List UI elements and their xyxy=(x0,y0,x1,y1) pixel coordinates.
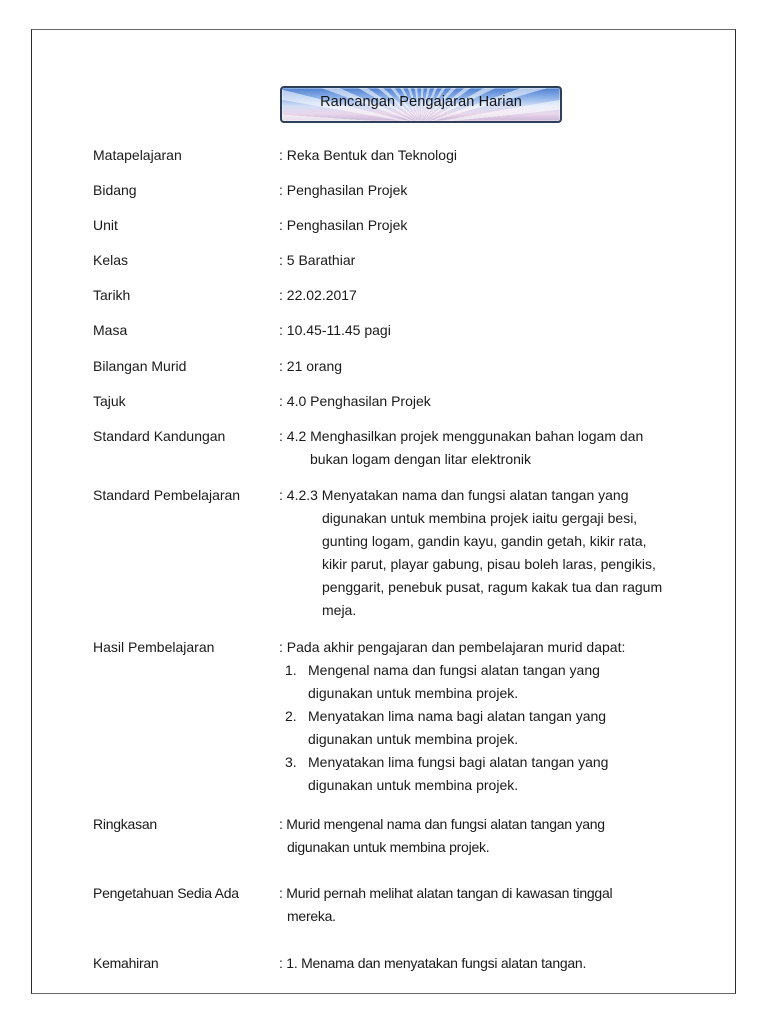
value-line: : 4.2.3 Menyatakan nama dan fungsi alatan tangan yang xyxy=(279,487,629,503)
field-value xyxy=(279,813,699,859)
field-label: Tajuk xyxy=(93,393,126,409)
field-value xyxy=(279,484,699,622)
field-label: Bilangan Murid xyxy=(93,358,187,374)
value-line: bukan logam dengan litar elektronik xyxy=(310,451,532,467)
field-value: : Penghasilan Projek xyxy=(279,217,408,233)
field-label: Unit xyxy=(93,217,118,233)
value-line: gunting logam, gandin kayu, gandin getah, kikir rata, xyxy=(322,533,647,549)
field-label: Masa xyxy=(93,322,128,338)
field-label: Matapelajaran xyxy=(93,147,182,163)
value-line: : Murid pernah melihat alatan tangan di kawasan tinggal xyxy=(279,885,613,901)
document-title-banner xyxy=(280,86,562,123)
field-value xyxy=(279,425,699,471)
field-value: : Reka Bentuk dan Teknologi xyxy=(279,147,457,163)
field-value: : 4.0 Penghasilan Projek xyxy=(279,393,431,409)
list-text: digunakan untuk membina projek. xyxy=(308,731,519,747)
value-line: meja. xyxy=(322,602,357,618)
list-text: digunakan untuk membina projek. xyxy=(308,685,519,701)
field-label: Standard Pembelajaran xyxy=(93,487,241,503)
list-number: 3. xyxy=(285,754,297,770)
value-line: digunakan untuk membina projek iaitu gergaji besi, xyxy=(322,510,638,526)
field-label: Tarikh xyxy=(93,287,131,303)
list-item xyxy=(279,705,699,751)
field-value: : 22.02.2017 xyxy=(279,287,357,303)
value-line: : Murid mengenal nama dan fungsi alatan tangan yang xyxy=(279,816,605,832)
value-line: kikir parut, playar gabung, pisau boleh laras, pengikis, xyxy=(322,556,656,572)
value-intro: : Pada akhir pengajaran dan pembelajaran murid dapat: xyxy=(279,639,626,655)
field-label: Kemahiran xyxy=(93,955,159,971)
value-line: mereka. xyxy=(287,908,336,924)
field-label: Bidang xyxy=(93,182,137,198)
field-value xyxy=(279,636,699,797)
field-value: : 10.45-11.45 pagi xyxy=(279,322,391,338)
list-text: Mengenal nama dan fungsi alatan tangan yang xyxy=(308,662,600,678)
value-line: penggarit, penebuk pusat, ragum kakak tua dan ragum xyxy=(322,579,663,595)
field-value: : Penghasilan Projek xyxy=(279,182,408,198)
list-number: 1. xyxy=(285,662,297,678)
list-item xyxy=(279,751,699,797)
field-label: Hasil Pembelajaran xyxy=(93,639,215,655)
list-text: Menyatakan lima nama bagi alatan tangan yang xyxy=(308,708,607,724)
field-value: : 21 orang xyxy=(279,358,343,374)
list-text: digunakan untuk membina projek. xyxy=(308,777,519,793)
value-line: : 4.2 Menghasilkan projek menggunakan bahan logam dan xyxy=(279,428,644,444)
field-label: Ringkasan xyxy=(93,816,157,832)
list-number: 2. xyxy=(285,708,297,724)
list-item xyxy=(279,659,699,705)
document-title: Rancangan Pengajaran Harian xyxy=(320,93,522,110)
field-value: : 1. Menama dan menyatakan fungsi alatan tangan. xyxy=(279,955,587,971)
value-line: digunakan untuk membina projek. xyxy=(287,839,490,855)
list-text: Menyatakan lima fungsi bagi alatan tangan yang xyxy=(308,754,609,770)
field-label: Pengetahuan Sedia Ada xyxy=(93,885,239,901)
field-label: Kelas xyxy=(93,252,129,268)
field-value xyxy=(279,882,699,928)
field-value: : 5 Barathiar xyxy=(279,252,356,268)
field-label: Standard Kandungan xyxy=(93,428,226,444)
